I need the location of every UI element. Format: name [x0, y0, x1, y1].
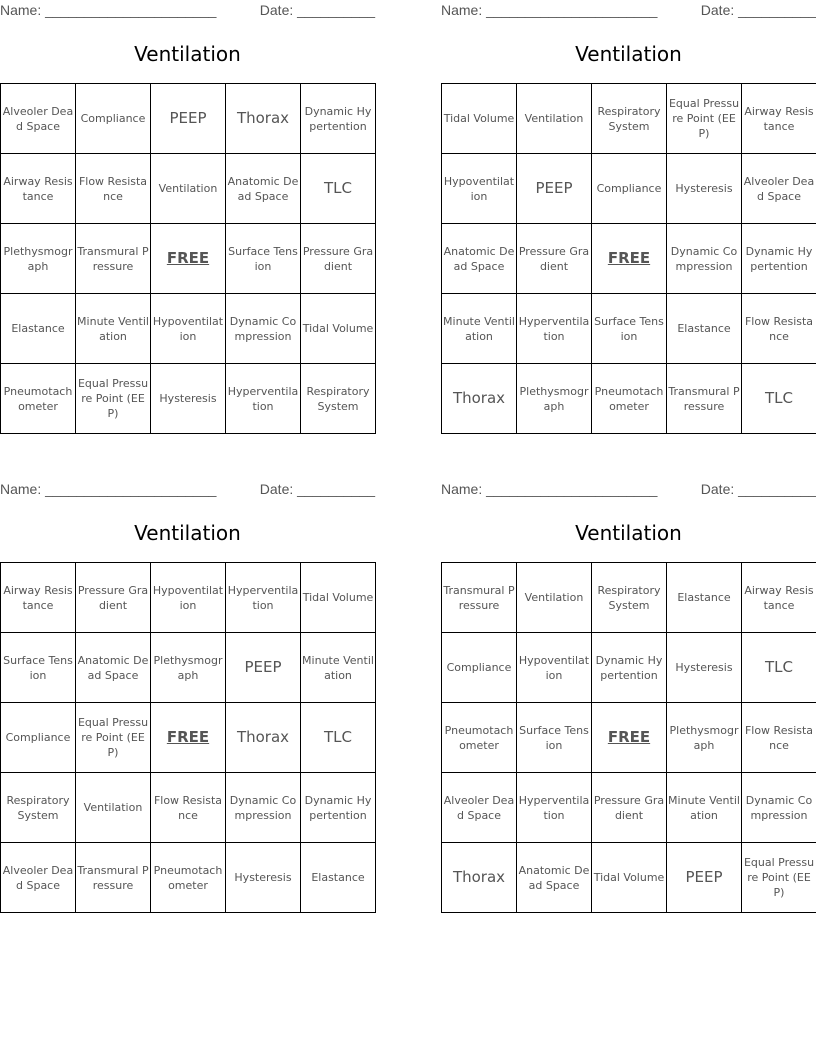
- bingo-cell: Flow Resistance: [742, 294, 816, 364]
- grid-row: [1, 633, 376, 703]
- name-date-line: [441, 481, 816, 499]
- bingo-cell: Compliance: [76, 84, 151, 154]
- bingo-cell: Hypoventilation: [517, 633, 592, 703]
- bingo-cell: Plethysmograph: [151, 633, 226, 703]
- bingo-cell: Dynamic Compression: [742, 773, 816, 843]
- bingo-cell: Anatomic Dead Space: [226, 154, 301, 224]
- grid-row: [442, 843, 816, 913]
- bingo-cell: Pressure Gradient: [517, 224, 592, 294]
- bingo-cell: Pneumotachometer: [151, 843, 226, 913]
- bingo-cell: Tidal Volume: [301, 294, 376, 364]
- grid-row: [1, 843, 376, 913]
- bingo-cell: PEEP: [226, 633, 301, 703]
- grid-row: [1, 84, 376, 154]
- name-date-line: [0, 2, 375, 20]
- free-space-cell: FREE: [151, 703, 226, 773]
- grid-row: [442, 84, 816, 154]
- bingo-cell: TLC: [742, 633, 816, 703]
- date-field-label: Date: __________: [700, 2, 816, 18]
- name-field-label: Name: ______________________: [441, 481, 658, 497]
- bingo-grid: [441, 562, 816, 913]
- bingo-cell: PEEP: [667, 843, 742, 913]
- bingo-cell: Compliance: [592, 154, 667, 224]
- bingo-cell: Ventilation: [517, 563, 592, 633]
- bingo-cell: Minute Ventilation: [667, 773, 742, 843]
- bingo-cell: Compliance: [442, 633, 517, 703]
- bingo-cell: Pneumotachometer: [442, 703, 517, 773]
- bingo-cell: Hyperventilation: [226, 364, 301, 434]
- bingo-cell: Alveoler Dead Space: [742, 154, 816, 224]
- bingo-cell: Plethysmograph: [1, 224, 76, 294]
- bingo-cell: Surface Tension: [226, 224, 301, 294]
- card-title: Ventilation: [575, 521, 682, 545]
- bingo-cell: Airway Resistance: [742, 84, 816, 154]
- bingo-cell: Dynamic Hypertention: [592, 633, 667, 703]
- bingo-cell: Hyperventilation: [517, 773, 592, 843]
- free-space-cell: FREE: [151, 224, 226, 294]
- date-field-label: Date: __________: [259, 2, 375, 18]
- name-date-line: [0, 481, 375, 499]
- bingo-cell: PEEP: [517, 154, 592, 224]
- bingo-cell: Anatomic Dead Space: [76, 633, 151, 703]
- bingo-cell: Dynamic Compression: [226, 294, 301, 364]
- bingo-cell: Tidal Volume: [442, 84, 517, 154]
- bingo-cell: Elastance: [1, 294, 76, 364]
- bingo-cell: Plethysmograph: [667, 703, 742, 773]
- bingo-cell: Flow Resistance: [151, 773, 226, 843]
- grid-row: [442, 224, 816, 294]
- bingo-cell: Dynamic Compression: [226, 773, 301, 843]
- bingo-cell: Dynamic Hypertention: [301, 84, 376, 154]
- card-title: Ventilation: [575, 42, 682, 66]
- bingo-cell: Tidal Volume: [592, 843, 667, 913]
- grid-row: [1, 294, 376, 364]
- bingo-grid: [0, 83, 376, 434]
- bingo-cell: Dynamic Hypertention: [742, 224, 816, 294]
- bingo-cell: Hysteresis: [226, 843, 301, 913]
- bingo-cell: Surface Tension: [1, 633, 76, 703]
- bingo-cell: Thorax: [226, 703, 301, 773]
- grid-row: [1, 364, 376, 434]
- bingo-cell: Pressure Gradient: [301, 224, 376, 294]
- bingo-cell: Pressure Gradient: [76, 563, 151, 633]
- bingo-cell: Dynamic Compression: [667, 224, 742, 294]
- grid-row: [1, 703, 376, 773]
- bingo-cell: Minute Ventilation: [76, 294, 151, 364]
- grid-row: [442, 703, 816, 773]
- grid-row: [1, 773, 376, 843]
- bingo-cell: Hyperventilation: [517, 294, 592, 364]
- bingo-cell: Hypoventilation: [151, 294, 226, 364]
- free-space-cell: FREE: [592, 224, 667, 294]
- bingo-grid: [441, 83, 816, 434]
- bingo-grid: [0, 562, 376, 913]
- bingo-cell: TLC: [301, 703, 376, 773]
- bingo-cell: Elastance: [301, 843, 376, 913]
- bingo-cell: Ventilation: [76, 773, 151, 843]
- bingo-cell: Respiratory System: [301, 364, 376, 434]
- bingo-cell: Transmural Pressure: [76, 843, 151, 913]
- bingo-cell: Equal Pressure Point (EEP): [742, 843, 816, 913]
- bingo-cell: Thorax: [226, 84, 301, 154]
- bingo-cell: Equal Pressure Point (EEP): [667, 84, 742, 154]
- date-field-label: Date: __________: [700, 481, 816, 497]
- bingo-cell: Plethysmograph: [517, 364, 592, 434]
- grid-row: [1, 563, 376, 633]
- bingo-cell: Respiratory System: [592, 84, 667, 154]
- bingo-cell: Hysteresis: [667, 154, 742, 224]
- bingo-cell: Pneumotachometer: [1, 364, 76, 434]
- name-field-label: Name: ______________________: [0, 481, 217, 497]
- bingo-cell: Pneumotachometer: [592, 364, 667, 434]
- bingo-cell: Flow Resistance: [76, 154, 151, 224]
- bingo-cell: PEEP: [151, 84, 226, 154]
- bingo-cell: Ventilation: [517, 84, 592, 154]
- bingo-cell: Hysteresis: [151, 364, 226, 434]
- bingo-cell: Surface Tension: [592, 294, 667, 364]
- grid-row: [1, 154, 376, 224]
- date-field-label: Date: __________: [259, 481, 375, 497]
- grid-row: [442, 563, 816, 633]
- bingo-cell: Transmural Pressure: [442, 563, 517, 633]
- bingo-cell: Equal Pressure Point (EEP): [76, 364, 151, 434]
- bingo-cell: Hyperventilation: [226, 563, 301, 633]
- card-title: Ventilation: [134, 42, 241, 66]
- bingo-cell: Hysteresis: [667, 633, 742, 703]
- bingo-cell: Dynamic Hypertention: [301, 773, 376, 843]
- bingo-cell: Anatomic Dead Space: [517, 843, 592, 913]
- bingo-cell: Tidal Volume: [301, 563, 376, 633]
- grid-row: [442, 154, 816, 224]
- bingo-cell: Thorax: [442, 364, 517, 434]
- bingo-cell: Alveoler Dead Space: [442, 773, 517, 843]
- grid-row: [442, 364, 816, 434]
- bingo-cell: Surface Tension: [517, 703, 592, 773]
- bingo-cell: Equal Pressure Point (EEP): [76, 703, 151, 773]
- name-date-line: [441, 2, 816, 20]
- bingo-cell: Anatomic Dead Space: [442, 224, 517, 294]
- name-field-label: Name: ______________________: [0, 2, 217, 18]
- bingo-cell: TLC: [301, 154, 376, 224]
- bingo-cell: Pressure Gradient: [592, 773, 667, 843]
- bingo-cell: Minute Ventilation: [301, 633, 376, 703]
- grid-row: [442, 633, 816, 703]
- name-field-label: Name: ______________________: [441, 2, 658, 18]
- free-space-cell: FREE: [592, 703, 667, 773]
- bingo-cell: Minute Ventilation: [442, 294, 517, 364]
- card-title: Ventilation: [134, 521, 241, 545]
- grid-row: [442, 294, 816, 364]
- bingo-cell: Transmural Pressure: [76, 224, 151, 294]
- bingo-cell: Alveoler Dead Space: [1, 84, 76, 154]
- bingo-cell: Hypoventilation: [151, 563, 226, 633]
- bingo-cell: Respiratory System: [1, 773, 76, 843]
- bingo-cell: Airway Resistance: [1, 563, 76, 633]
- bingo-cell: Alveoler Dead Space: [1, 843, 76, 913]
- bingo-cell: Respiratory System: [592, 563, 667, 633]
- grid-row: [1, 224, 376, 294]
- bingo-cell: Airway Resistance: [742, 563, 816, 633]
- bingo-cell: Elastance: [667, 563, 742, 633]
- bingo-cell: Ventilation: [151, 154, 226, 224]
- bingo-cell: Compliance: [1, 703, 76, 773]
- bingo-cell: Thorax: [442, 843, 517, 913]
- bingo-cell: Airway Resistance: [1, 154, 76, 224]
- bingo-cell: TLC: [742, 364, 816, 434]
- grid-row: [442, 773, 816, 843]
- bingo-cell: Elastance: [667, 294, 742, 364]
- bingo-cell: Transmural Pressure: [667, 364, 742, 434]
- bingo-cell: Hypoventilation: [442, 154, 517, 224]
- bingo-cell: Flow Resistance: [742, 703, 816, 773]
